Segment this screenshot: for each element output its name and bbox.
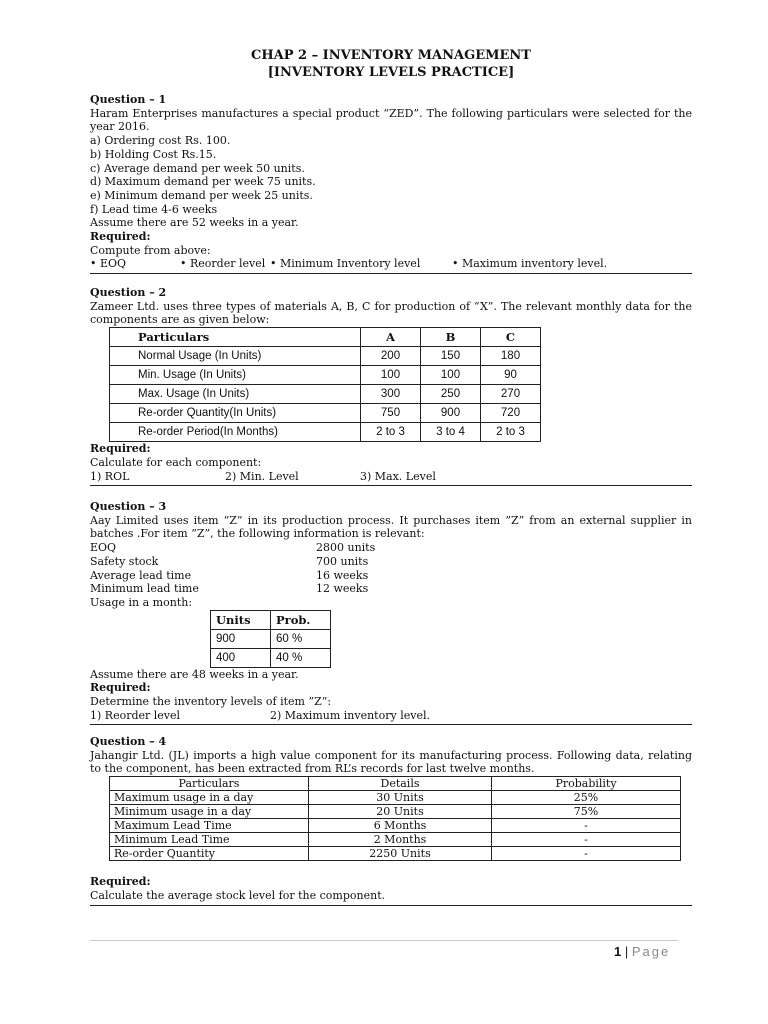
table-cell: -: [492, 847, 681, 861]
table-cell: 900: [211, 629, 271, 648]
question-heading: Question – 3: [90, 500, 167, 513]
table-cell: 270: [481, 385, 541, 404]
table-header-row: [110, 328, 541, 347]
info-label: Safety stock: [90, 554, 159, 568]
question-intro: Aay Limited uses item “Z” in its production process. It purchases item ”Z” from an external supplier in batches .For item ”Z”, the following information is relevant:: [90, 513, 692, 541]
info-row: [90, 541, 692, 555]
page-label: Page: [631, 944, 671, 959]
info-label: Minimum lead time: [90, 582, 199, 596]
question-intro: Zameer Ltd. uses three types of materials A, B, C for production of “X”. The relevant monthly data for the components are as given below:: [90, 299, 692, 327]
table-row: [110, 791, 681, 805]
question-heading: Question – 2: [90, 286, 167, 299]
info-value: 12 weeks: [316, 582, 369, 596]
bullet-item: • Reorder level: [180, 257, 266, 271]
table-cell: 20 Units: [309, 805, 492, 819]
info-row: [90, 555, 692, 569]
table-cell: Minimum Lead Time: [110, 833, 309, 847]
instruction-text: Calculate the average stock level for the component.: [90, 888, 386, 902]
question-4: [90, 735, 692, 906]
question-2: [90, 286, 692, 486]
table-cell: Max. Usage (In Units): [110, 385, 361, 404]
table-cell: 200: [361, 347, 421, 366]
table-cell: 150: [421, 347, 481, 366]
required-label: Required:: [90, 442, 151, 456]
table-cell: 720: [481, 404, 541, 423]
table-cell: 40 %: [271, 648, 331, 667]
assumption-text: Assume there are 52 weeks in a year.: [90, 216, 299, 230]
section-divider: [90, 273, 692, 274]
table-cell: 2250 Units: [309, 847, 492, 861]
table-cell: Re-order Quantity(In Units): [110, 404, 361, 423]
part-item: 1) ROL: [90, 469, 130, 483]
table-header-cell: Details: [309, 777, 492, 791]
table-cell: Re-order Period(In Months): [110, 423, 361, 442]
info-label: Average lead time: [90, 568, 192, 582]
footer-divider: [90, 940, 678, 941]
table-row: [110, 805, 681, 819]
usage-label: Usage in a month:: [90, 595, 193, 609]
info-value: 700 units: [316, 554, 369, 568]
page-subtitle: [INVENTORY LEVELS PRACTICE]: [267, 65, 515, 80]
materials-table: [109, 327, 541, 442]
list-item: f) Lead time 4-6 weeks: [90, 202, 218, 216]
table-header-cell: C: [481, 328, 541, 347]
table-cell: Re-order Quantity: [110, 847, 309, 861]
page-footer: [614, 944, 670, 959]
parts-row: [90, 470, 692, 484]
table-cell: 2 to 3: [361, 423, 421, 442]
info-row: [90, 569, 692, 583]
question-intro: Haram Enterprises manufactures a special product “ZED”. The following particulars were selected for the year 2016.: [90, 106, 692, 134]
bullet-row: [90, 257, 692, 271]
table-cell: 60 %: [271, 629, 331, 648]
table-row: [110, 819, 681, 833]
info-value: 2800 units: [316, 541, 376, 555]
required-label: Required:: [90, 681, 151, 695]
table-cell: 90: [481, 366, 541, 385]
list-item: a) Ordering cost Rs. 100.: [90, 134, 231, 148]
bullet-item: • Minimum Inventory level: [270, 257, 421, 271]
table-cell: Maximum Lead Time: [110, 819, 309, 833]
instruction-text: Compute from above:: [90, 243, 211, 257]
table-header-cell: Particulars: [110, 777, 309, 791]
table-cell: 2 to 3: [481, 423, 541, 442]
table-cell: 180: [481, 347, 541, 366]
table-row: [110, 366, 541, 385]
info-value: 16 weeks: [316, 568, 369, 582]
table-row: [110, 423, 541, 442]
table-cell: 100: [361, 366, 421, 385]
usage-table: [210, 610, 331, 668]
part-item: 2) Maximum inventory level.: [270, 708, 430, 722]
section-divider: [90, 485, 692, 486]
table-header-cell: A: [361, 328, 421, 347]
page-number: 1: [614, 944, 622, 959]
table-cell: 100: [421, 366, 481, 385]
question-heading: Question – 1: [90, 93, 167, 106]
required-label: Required:: [90, 875, 151, 889]
table-cell: 400: [211, 648, 271, 667]
info-row: [90, 582, 692, 596]
table-cell: 2 Months: [309, 833, 492, 847]
part-item: 2) Min. Level: [225, 469, 299, 483]
table-cell: 750: [361, 404, 421, 423]
table-row: [110, 833, 681, 847]
table-row: [110, 847, 681, 861]
list-item: e) Minimum demand per week 25 units.: [90, 188, 313, 202]
table-header-cell: Particulars: [110, 328, 361, 347]
section-divider: [90, 905, 692, 906]
list-item: c) Average demand per week 50 units.: [90, 161, 305, 175]
table-cell: 300: [361, 385, 421, 404]
table-row: [110, 404, 541, 423]
table-cell: -: [492, 819, 681, 833]
part-item: 3) Max. Level: [360, 469, 436, 483]
table-row: [211, 629, 331, 648]
table-row: [110, 347, 541, 366]
table-cell: 3 to 4: [421, 423, 481, 442]
question-1: [90, 93, 692, 274]
table-header-cell: B: [421, 328, 481, 347]
page-separator: |: [624, 944, 629, 959]
question-intro: Jahangir Ltd. (JL) imports a high value component for its manufacturing process. Following data, relating to the component, has been extracted from RL’s records for last twelve months.: [90, 748, 692, 776]
table-header-row: [110, 777, 681, 791]
table-cell: 250: [421, 385, 481, 404]
table-row: [110, 385, 541, 404]
bullet-item: • EOQ: [90, 257, 127, 271]
required-label: Required:: [90, 230, 151, 244]
component-table: [109, 776, 681, 861]
table-cell: -: [492, 833, 681, 847]
document-page: [90, 0, 692, 902]
table-cell: Normal Usage (In Units): [110, 347, 361, 366]
table-cell: Min. Usage (In Units): [110, 366, 361, 385]
question-heading: Question – 4: [90, 735, 167, 748]
table-header-cell: Probability: [492, 777, 681, 791]
table-cell: Minimum usage in a day: [110, 805, 309, 819]
table-cell: 30 Units: [309, 791, 492, 805]
table-header-cell: Units: [211, 610, 271, 629]
page-title: CHAP 2 – INVENTORY MANAGEMENT: [251, 48, 531, 63]
table-row: [211, 648, 331, 667]
list-item: d) Maximum demand per week 75 units.: [90, 175, 316, 189]
assumption-text: Assume there are 48 weeks in a year.: [90, 667, 299, 681]
table-cell: 900: [421, 404, 481, 423]
table-cell: 6 Months: [309, 819, 492, 833]
question-3: [90, 500, 692, 725]
section-divider: [90, 724, 692, 725]
instruction-text: Determine the inventory levels of item ”Z”:: [90, 695, 332, 709]
spacer: [90, 861, 692, 875]
table-cell: Maximum usage in a day: [110, 791, 309, 805]
parts-row: [90, 709, 692, 723]
info-label: EOQ: [90, 541, 117, 555]
table-cell: 25%: [492, 791, 681, 805]
bullet-item: • Maximum inventory level.: [452, 257, 608, 271]
part-item: 1) Reorder level: [90, 708, 181, 722]
instruction-text: Calculate for each component:: [90, 455, 262, 469]
table-cell: 75%: [492, 805, 681, 819]
list-item: b) Holding Cost Rs.15.: [90, 147, 217, 161]
table-header-row: [211, 610, 331, 629]
table-header-cell: Prob.: [271, 610, 331, 629]
